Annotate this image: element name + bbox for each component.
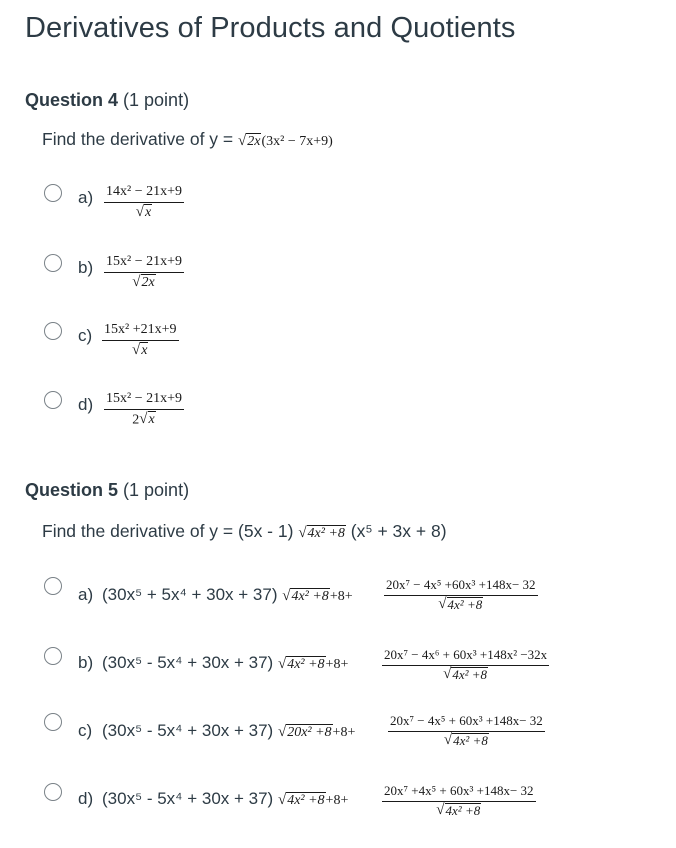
q5-option-b-expr: (30x⁵ - 5x⁴ + 30x + 37) √ 4x² +8 +8+ <box>102 653 349 672</box>
q4-option-d-letter: d) <box>78 395 94 414</box>
q5-option-d-letter: d) <box>78 789 94 808</box>
question-4-prompt-text: Find the derivative of y = <box>42 129 234 149</box>
q4-option-a-numerator: 14x² − 21x+9 <box>104 184 184 203</box>
question-4-prompt <box>42 129 333 150</box>
q5-option-b-fraction <box>382 647 549 682</box>
question-5-points: (1 point) <box>123 480 190 500</box>
q4-option-d-radio[interactable] <box>44 391 62 409</box>
q4-option-d-fraction <box>104 391 184 428</box>
q5-option-a-radio[interactable] <box>44 577 62 595</box>
question-5-sqrt: √ 4x² +8 <box>298 525 345 541</box>
q4-option-a-letter: a) <box>78 188 94 207</box>
question-4-sqrt: √ 2x <box>238 133 261 149</box>
q5-option-a-numerator: 20x⁷ − 4x⁵ +60x³ +148x− 32 <box>384 577 538 596</box>
q5-option-d-denominator: √ 4x² +8 <box>436 802 481 819</box>
q5-option-c-expr: (30x⁵ - 5x⁴ + 30x + 37) √ 20x² +8 +8+ <box>102 721 356 740</box>
q5-option-b-numerator: 20x⁷ − 4x⁶ + 60x³ +148x² −32x <box>382 647 549 666</box>
q5-option-a-fraction <box>384 577 538 612</box>
q4-option-a-denominator: √ x <box>135 204 152 221</box>
q5-option-c-fraction <box>388 713 545 748</box>
q4-option-d-denominator: 2 √ x <box>132 411 155 428</box>
question-5-label: Question 5 <box>25 480 119 500</box>
q5-option-b-letter: b) <box>78 653 94 672</box>
q5-option-d-numerator: 20x⁷ +4x⁵ + 60x³ +148x− 32 <box>382 783 536 802</box>
question-5-header <box>25 480 189 501</box>
q5-option-d-fraction <box>382 783 536 818</box>
q5-option-d-expr: (30x⁵ - 5x⁴ + 30x + 37) √ 4x² +8 +8+ <box>102 789 349 808</box>
q5-option-c-numerator: 20x⁷ − 4x⁵ + 60x³ +148x− 32 <box>388 713 545 732</box>
q5-option-a-denominator: √ 4x² +8 <box>438 596 483 613</box>
question-5-prompt <box>42 521 447 542</box>
q4-option-b-fraction <box>104 254 184 290</box>
q4-option-b-numerator: 15x² − 21x+9 <box>104 254 184 273</box>
q4-option-d-numerator: 15x² − 21x+9 <box>104 391 184 410</box>
q4-option-c-numerator: 15x² +21x+9 <box>102 322 179 341</box>
q5-option-c-denominator: √ 4x² +8 <box>443 732 488 749</box>
q4-option-c-letter: c) <box>78 326 93 345</box>
q5-option-b-denominator: √ 4x² +8 <box>443 666 488 683</box>
page-title: Derivatives of Products and Quotients <box>25 12 516 44</box>
question-4-header <box>25 90 189 111</box>
q4-option-b-letter: b) <box>78 258 94 277</box>
q4-option-b-radio[interactable] <box>44 254 62 272</box>
q5-option-d-radio[interactable] <box>44 783 62 801</box>
q5-option-a-expr: (30x⁵ + 5x⁴ + 30x + 37) √ 4x² +8 +8+ <box>102 585 353 604</box>
q4-option-c-fraction <box>102 322 179 358</box>
question-5-prompt-text: Find the derivative of y = (5x - 1) <box>42 521 294 541</box>
question-4-points: (1 point) <box>123 90 190 110</box>
q4-option-c-denominator: √ x <box>132 342 148 359</box>
q4-option-c-radio[interactable] <box>44 322 62 340</box>
q5-option-a-letter: a) <box>78 585 94 604</box>
question-4-expr: (3x² − 7x+9) <box>261 134 333 149</box>
question-4-label: Question 4 <box>25 90 119 110</box>
q5-option-c-radio[interactable] <box>44 713 62 731</box>
question-5-prompt-poly: (x⁵ + 3x + 8) <box>350 521 447 541</box>
q4-option-a-radio[interactable] <box>44 184 62 202</box>
q4-option-b-denominator: √ 2x <box>132 274 155 291</box>
q5-option-c-letter: c) <box>78 721 93 740</box>
q5-option-b-radio[interactable] <box>44 647 62 665</box>
q4-option-a-fraction <box>104 184 184 220</box>
